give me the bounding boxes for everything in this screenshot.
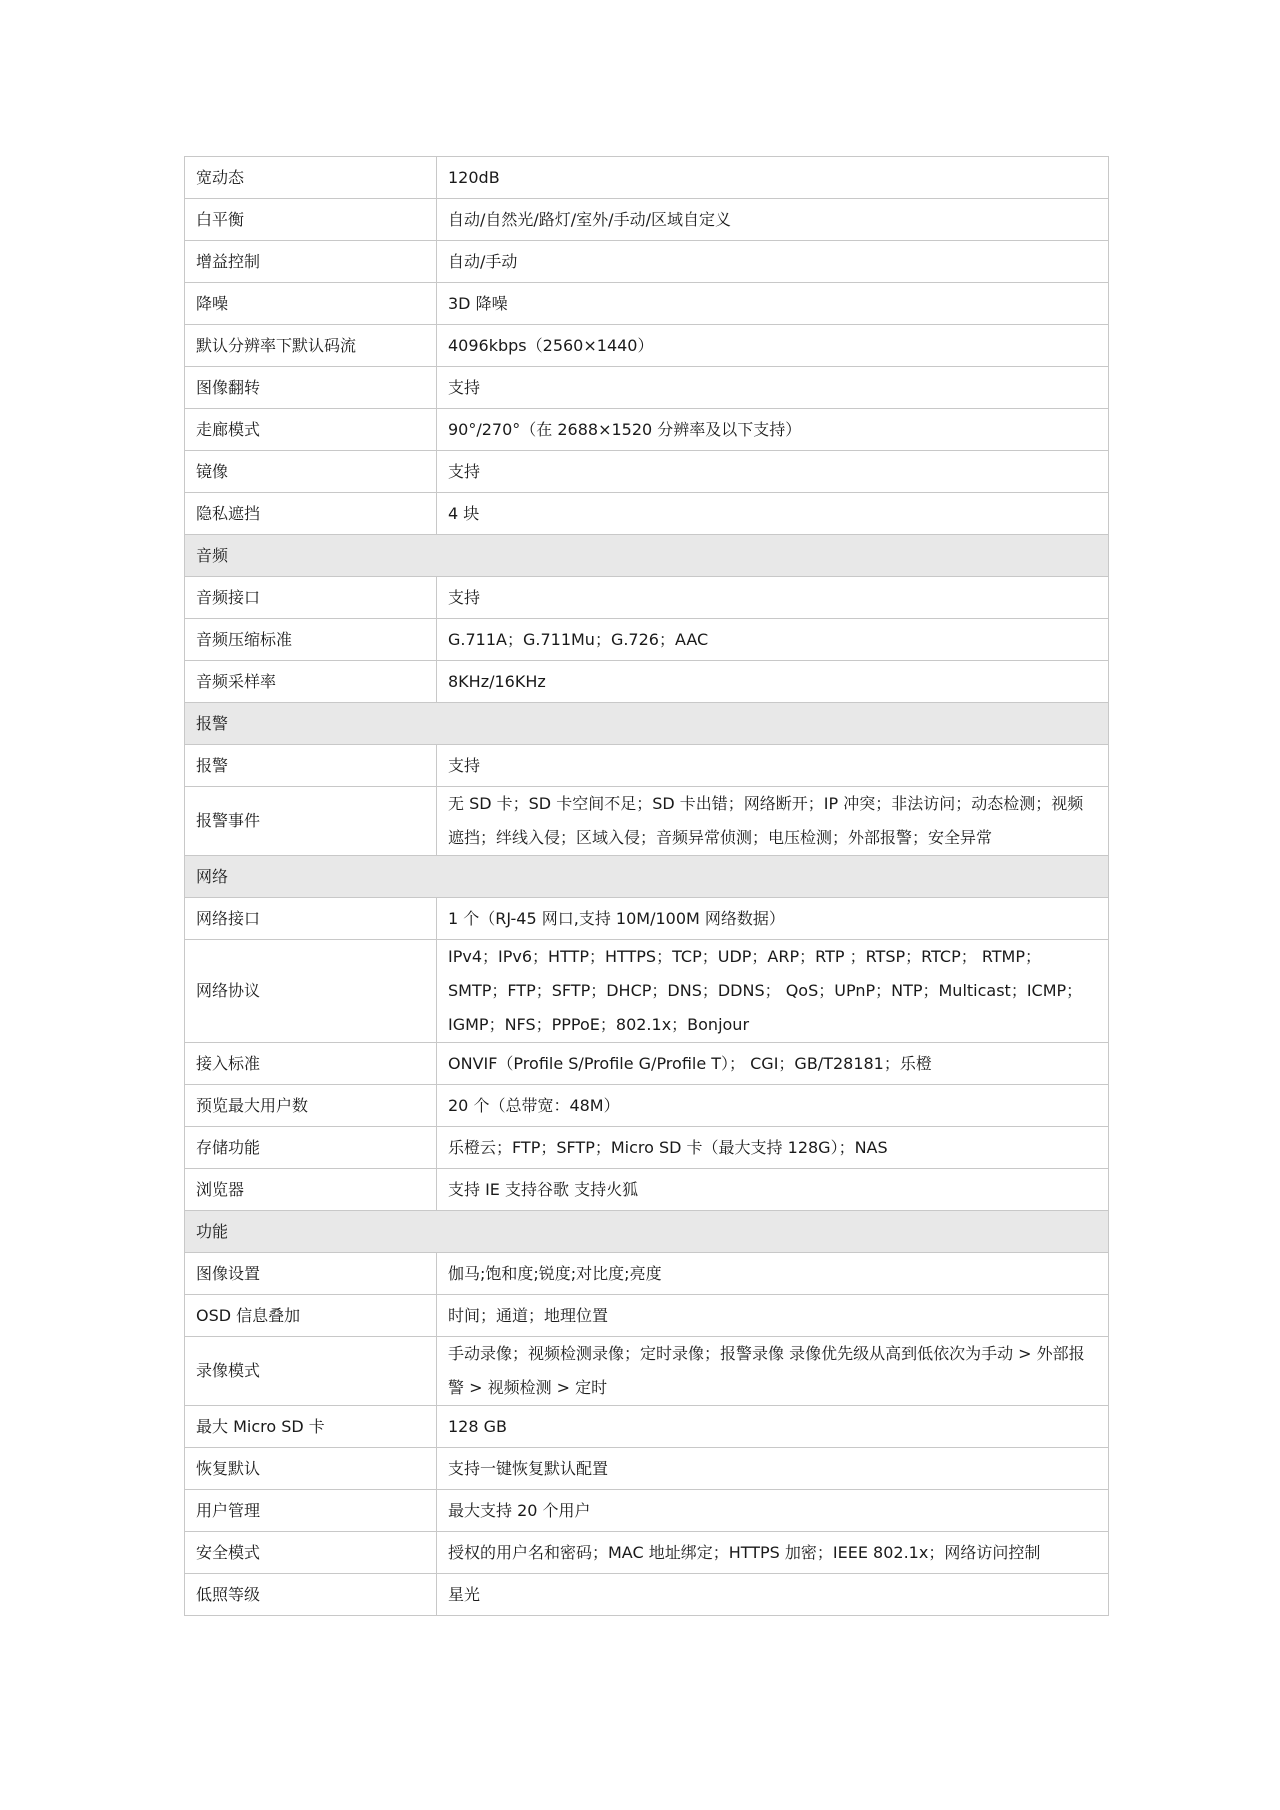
spec-value: 支持 [437, 367, 1109, 409]
spec-label: 存储功能 [185, 1127, 437, 1169]
spec-label: 宽动态 [185, 157, 437, 199]
spec-label: 增益控制 [185, 241, 437, 283]
spec-row [185, 1085, 1109, 1127]
section-header: 音频 [185, 535, 1109, 577]
spec-label: 报警事件 [185, 787, 437, 856]
spec-value: 无 SD 卡；SD 卡空间不足；SD 卡出错；网络断开；IP 冲突；非法访问；动态检测；视频遮挡；绊线入侵；区域入侵；音频异常侦测；电压检测；外部报警；安全异常 [437, 787, 1109, 856]
spec-label: 音频接口 [185, 577, 437, 619]
spec-row [185, 787, 1109, 856]
spec-row [185, 661, 1109, 703]
spec-row [185, 325, 1109, 367]
spec-value: 伽马;饱和度;锐度;对比度;亮度 [437, 1253, 1109, 1295]
spec-row [185, 619, 1109, 661]
spec-value: 128 GB [437, 1406, 1109, 1448]
spec-label: 图像翻转 [185, 367, 437, 409]
spec-label: 录像模式 [185, 1337, 437, 1406]
spec-value: 120dB [437, 157, 1109, 199]
spec-label: 恢复默认 [185, 1448, 437, 1490]
spec-row [185, 1169, 1109, 1211]
section-header-row [185, 703, 1109, 745]
spec-value: 4 块 [437, 493, 1109, 535]
spec-label: 降噪 [185, 283, 437, 325]
spec-value: IPv4；IPv6；HTTP；HTTPS；TCP；UDP；ARP；RTP ；RTSP；RTCP； RTMP；SMTP；FTP；SFTP；DHCP；DNS；DDNS； QoS；UPnP；NTP；Multicast；ICMP；IGMP；NFS；PPPoE；802.1x；Bonjour [437, 940, 1109, 1043]
spec-value: 授权的用户名和密码；MAC 地址绑定；HTTPS 加密；IEEE 802.1x；网络访问控制 [437, 1532, 1109, 1574]
spec-label: 镜像 [185, 451, 437, 493]
spec-row [185, 1337, 1109, 1406]
spec-row [185, 241, 1109, 283]
spec-row [185, 493, 1109, 535]
spec-value: 乐橙云；FTP；SFTP；Micro SD 卡（最大支持 128G）；NAS [437, 1127, 1109, 1169]
section-header-row [185, 856, 1109, 898]
spec-label: 音频压缩标准 [185, 619, 437, 661]
spec-value: 4096kbps（2560×1440） [437, 325, 1109, 367]
spec-value: 支持 IE 支持谷歌 支持火狐 [437, 1169, 1109, 1211]
spec-label: 白平衡 [185, 199, 437, 241]
spec-row [185, 1490, 1109, 1532]
section-header-row [185, 535, 1109, 577]
spec-label: OSD 信息叠加 [185, 1295, 437, 1337]
spec-row [185, 1448, 1109, 1490]
spec-label: 预览最大用户数 [185, 1085, 437, 1127]
spec-label: 低照等级 [185, 1574, 437, 1616]
spec-row [185, 940, 1109, 1043]
spec-label: 浏览器 [185, 1169, 437, 1211]
spec-value: 90°/270°（在 2688×1520 分辨率及以下支持） [437, 409, 1109, 451]
spec-row [185, 1127, 1109, 1169]
spec-value: 最大支持 20 个用户 [437, 1490, 1109, 1532]
spec-row [185, 745, 1109, 787]
spec-value: G.711A；G.711Mu；G.726；AAC [437, 619, 1109, 661]
spec-label: 网络接口 [185, 898, 437, 940]
spec-row [185, 451, 1109, 493]
spec-table [184, 156, 1109, 1616]
spec-label: 报警 [185, 745, 437, 787]
spec-value: 20 个（总带宽：48M） [437, 1085, 1109, 1127]
spec-label: 走廊模式 [185, 409, 437, 451]
spec-row [185, 367, 1109, 409]
spec-label: 隐私遮挡 [185, 493, 437, 535]
spec-row [185, 283, 1109, 325]
spec-table-body [185, 157, 1109, 1616]
spec-row [185, 1406, 1109, 1448]
spec-value: 手动录像；视频检测录像；定时录像；报警录像 录像优先级从高到低依次为手动 > 外部报警 > 视频检测 > 定时 [437, 1337, 1109, 1406]
spec-row [185, 1532, 1109, 1574]
spec-value: 3D 降噪 [437, 283, 1109, 325]
section-header: 网络 [185, 856, 1109, 898]
spec-row [185, 1253, 1109, 1295]
spec-label: 网络协议 [185, 940, 437, 1043]
spec-row [185, 1043, 1109, 1085]
section-header: 功能 [185, 1211, 1109, 1253]
spec-row [185, 409, 1109, 451]
spec-value: 8KHz/16KHz [437, 661, 1109, 703]
spec-row [185, 898, 1109, 940]
spec-value: 支持 [437, 745, 1109, 787]
spec-label: 接入标准 [185, 1043, 437, 1085]
spec-value: 支持 [437, 577, 1109, 619]
spec-row [185, 157, 1109, 199]
spec-label: 用户管理 [185, 1490, 437, 1532]
section-header: 报警 [185, 703, 1109, 745]
spec-row [185, 577, 1109, 619]
spec-label: 音频采样率 [185, 661, 437, 703]
spec-label: 最大 Micro SD 卡 [185, 1406, 437, 1448]
spec-value: 支持 [437, 451, 1109, 493]
section-header-row [185, 1211, 1109, 1253]
spec-value: 时间；通道；地理位置 [437, 1295, 1109, 1337]
spec-row [185, 199, 1109, 241]
spec-label: 安全模式 [185, 1532, 437, 1574]
spec-value: 1 个（RJ-45 网口,支持 10M/100M 网络数据） [437, 898, 1109, 940]
spec-value: 自动/自然光/路灯/室外/手动/区域自定义 [437, 199, 1109, 241]
spec-value: ONVIF（Profile S/Profile G/Profile T）； CGI；GB/T28181；乐橙 [437, 1043, 1109, 1085]
spec-value: 支持一键恢复默认配置 [437, 1448, 1109, 1490]
spec-value: 星光 [437, 1574, 1109, 1616]
spec-row [185, 1295, 1109, 1337]
spec-label: 默认分辨率下默认码流 [185, 325, 437, 367]
spec-row [185, 1574, 1109, 1616]
spec-label: 图像设置 [185, 1253, 437, 1295]
spec-value: 自动/手动 [437, 241, 1109, 283]
